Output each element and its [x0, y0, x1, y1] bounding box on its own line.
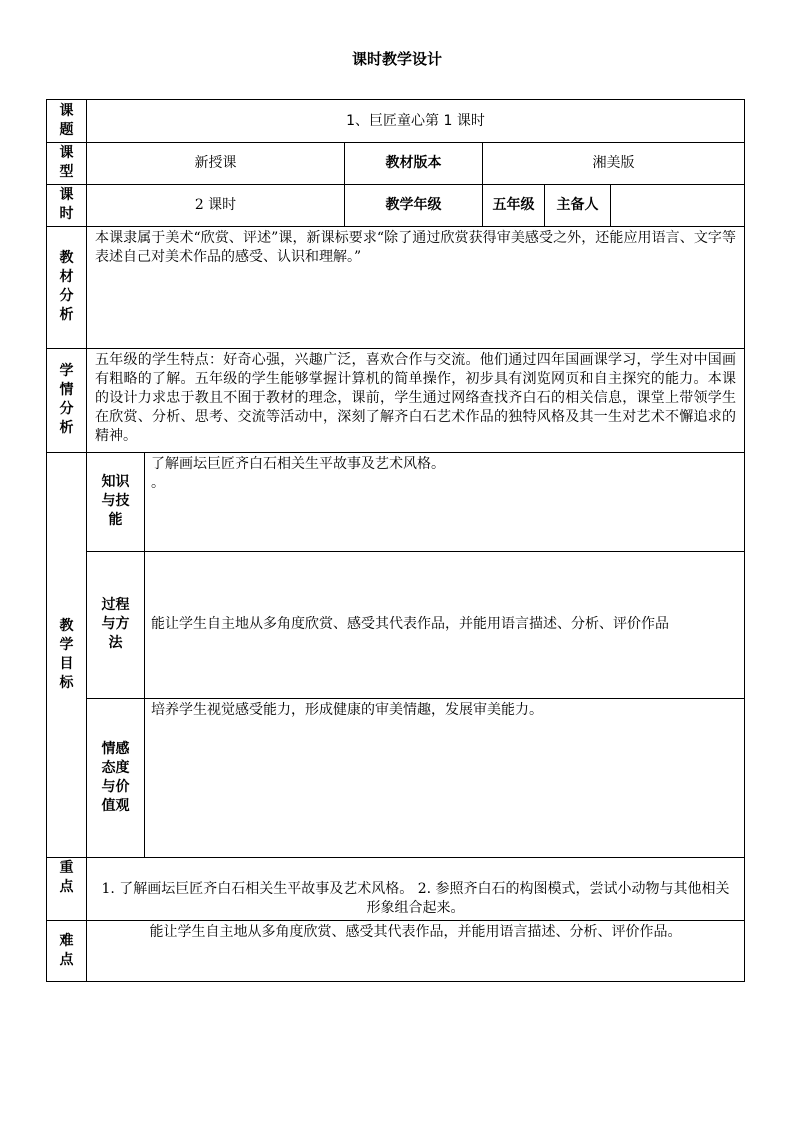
- process-value: [145, 551, 745, 699]
- student-value: 五年级的学生特点：好奇心强，兴趣广泛，喜欢合作与交流。他们通过四年国画课学习，学生对中国画有粗略的了解。五年级的学生能够掌握计算机的简单操作，初步具有浏览网页和自主探究的能力。本课的设计力求忠于教且不囿于教材的理念，课前，学生通过网络查找齐白石的相关信息，课堂上带领学生在欣赏、分析、思考、交流等活动中，深刻了解齐白石艺术作品的独特风格及其一生对艺术不懈追求的精神。: [87, 348, 745, 453]
- grade-value: 五年级: [483, 184, 545, 227]
- knowledge-value: [145, 452, 745, 552]
- lesson-plan-table: [46, 99, 745, 982]
- edition-value: 湘美版: [483, 142, 745, 185]
- difficulty-label: 难点: [46, 920, 87, 982]
- knowledge-extra: 。: [151, 475, 165, 491]
- topic-value: 1、巨匠童心第 1 课时: [87, 99, 745, 143]
- material-value: 本课隶属于美术“欣赏、评述”课，新课标要求“除了通过欣赏获得审美感受之外，还能应用语言、文字等表述自己对美术作品的感受、认识和理解。”: [87, 226, 745, 349]
- edition-label: 教材版本: [345, 142, 483, 185]
- key-value: [87, 857, 745, 921]
- emotion-value: 培养学生视觉感受能力，形成健康的审美情趣，发展审美能力。: [145, 698, 745, 858]
- lesson-type-value: 新授课: [87, 142, 345, 185]
- page-title: 课时教学设计: [351, 50, 442, 68]
- process-label: 过程与方法: [87, 551, 145, 699]
- goals-label: 教学目标: [46, 452, 87, 858]
- difficulty-value: 能让学生自主地从多角度欣赏、感受其代表作品，并能用语言描述、分析、评价作品。: [87, 920, 745, 982]
- preparer-label: 主备人: [545, 184, 611, 227]
- hours-value: 2 课时: [87, 184, 345, 227]
- key-label: 重点: [46, 857, 87, 921]
- preparer-value: [611, 184, 745, 227]
- process-text: 能让学生自主地从多角度欣赏、感受其代表作品，并能用语言描述、分析、评价作品: [151, 616, 669, 632]
- key-text: 1. 了解画坛巨匠齐白石相关生平故事及艺术风格。 2. 参照齐白石的构图模式，尝试小动物与其他相关形象组合起来。: [101, 881, 730, 916]
- student-label: 学情分析: [46, 348, 87, 453]
- knowledge-text: 了解画坛巨匠齐白石相关生平故事及艺术风格。: [151, 456, 445, 472]
- grade-label: 教学年级: [345, 184, 483, 227]
- hours-label: 课时: [46, 184, 87, 227]
- emotion-label: 情感态度与价值观: [87, 698, 145, 858]
- knowledge-label: 知识与技能: [87, 452, 145, 552]
- lesson-type-label: 课型: [46, 142, 87, 185]
- topic-label: 课题: [46, 99, 87, 143]
- material-label: 教材分析: [46, 226, 87, 349]
